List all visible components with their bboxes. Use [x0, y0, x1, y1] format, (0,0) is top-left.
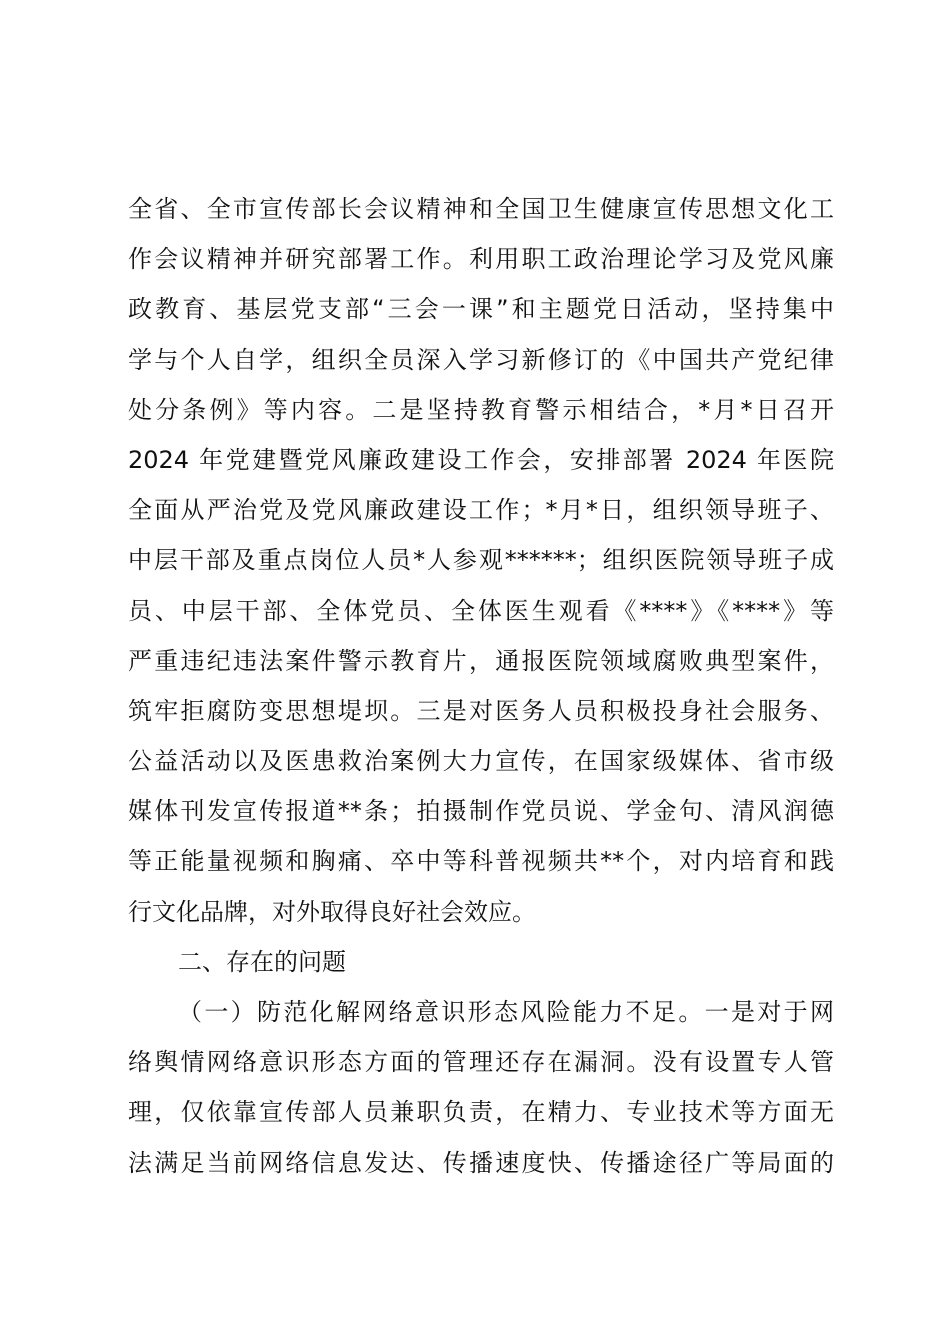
section-heading: 二、存在的问题 — [178, 947, 346, 976]
body-line: 媒体刊发宣传报道**条；拍摄制作党员说、学金句、清风润德 — [128, 797, 834, 826]
body-line: 公益活动以及医患救治案例大力宣传，在国家级媒体、省市级 — [128, 747, 834, 776]
body-line: 作会议精神并研究部署工作。利用职工政治理论学习及党风廉 — [128, 245, 834, 274]
document-body — [128, 184, 834, 1188]
body-line: 法满足当前网络信息发达、传播速度快、传播途径广等局面的 — [128, 1148, 834, 1177]
body-line: 全省、全市宣传部长会议精神和全国卫生健康宣传思想文化工 — [128, 195, 834, 223]
body-line: 政教育、基层党支部“三会一课”和主题党日活动，坚持集中 — [128, 295, 834, 324]
body-line: 处分条例》等内容。二是坚持教育警示相结合，*月*日召开 — [128, 395, 834, 424]
body-line: 理，仅依靠宣传部人员兼职负责，在精力、专业技术等方面无 — [128, 1098, 834, 1127]
body-line: 全面从严治党及党风廉政建设工作；*月*日，组织领导班子、 — [128, 496, 834, 525]
subsection-first-line: （一）防范化解网络意识形态风险能力不足。一是对于网 — [178, 998, 834, 1026]
body-line: 学与个人自学，组织全员深入学习新修订的《中国共产党纪律 — [128, 345, 834, 374]
body-line: 2024 年党建暨党风廉政建设工作会，安排部署 2024 年医院 — [128, 445, 834, 474]
body-line: 中层干部及重点岗位人员*人参观******；组织医院领导班子成 — [128, 546, 834, 575]
body-line: 等正能量视频和胸痛、卒中等科普视频共**个，对内培育和践 — [128, 847, 834, 876]
body-line: 络舆情网络意识形态方面的管理还存在漏洞。没有设置专人管 — [128, 1048, 834, 1077]
body-line: 员、中层干部、全体党员、全体医生观看《****》《****》等 — [128, 596, 834, 625]
paragraph-end-line: 行文化品牌，对外取得良好社会效应。 — [128, 897, 536, 926]
body-line: 筑牢拒腐防变思想堤坝。三是对医务人员积极投身社会服务、 — [128, 696, 834, 725]
body-line: 严重违纪违法案件警示教育片，通报医院领域腐败典型案件， — [128, 646, 834, 675]
